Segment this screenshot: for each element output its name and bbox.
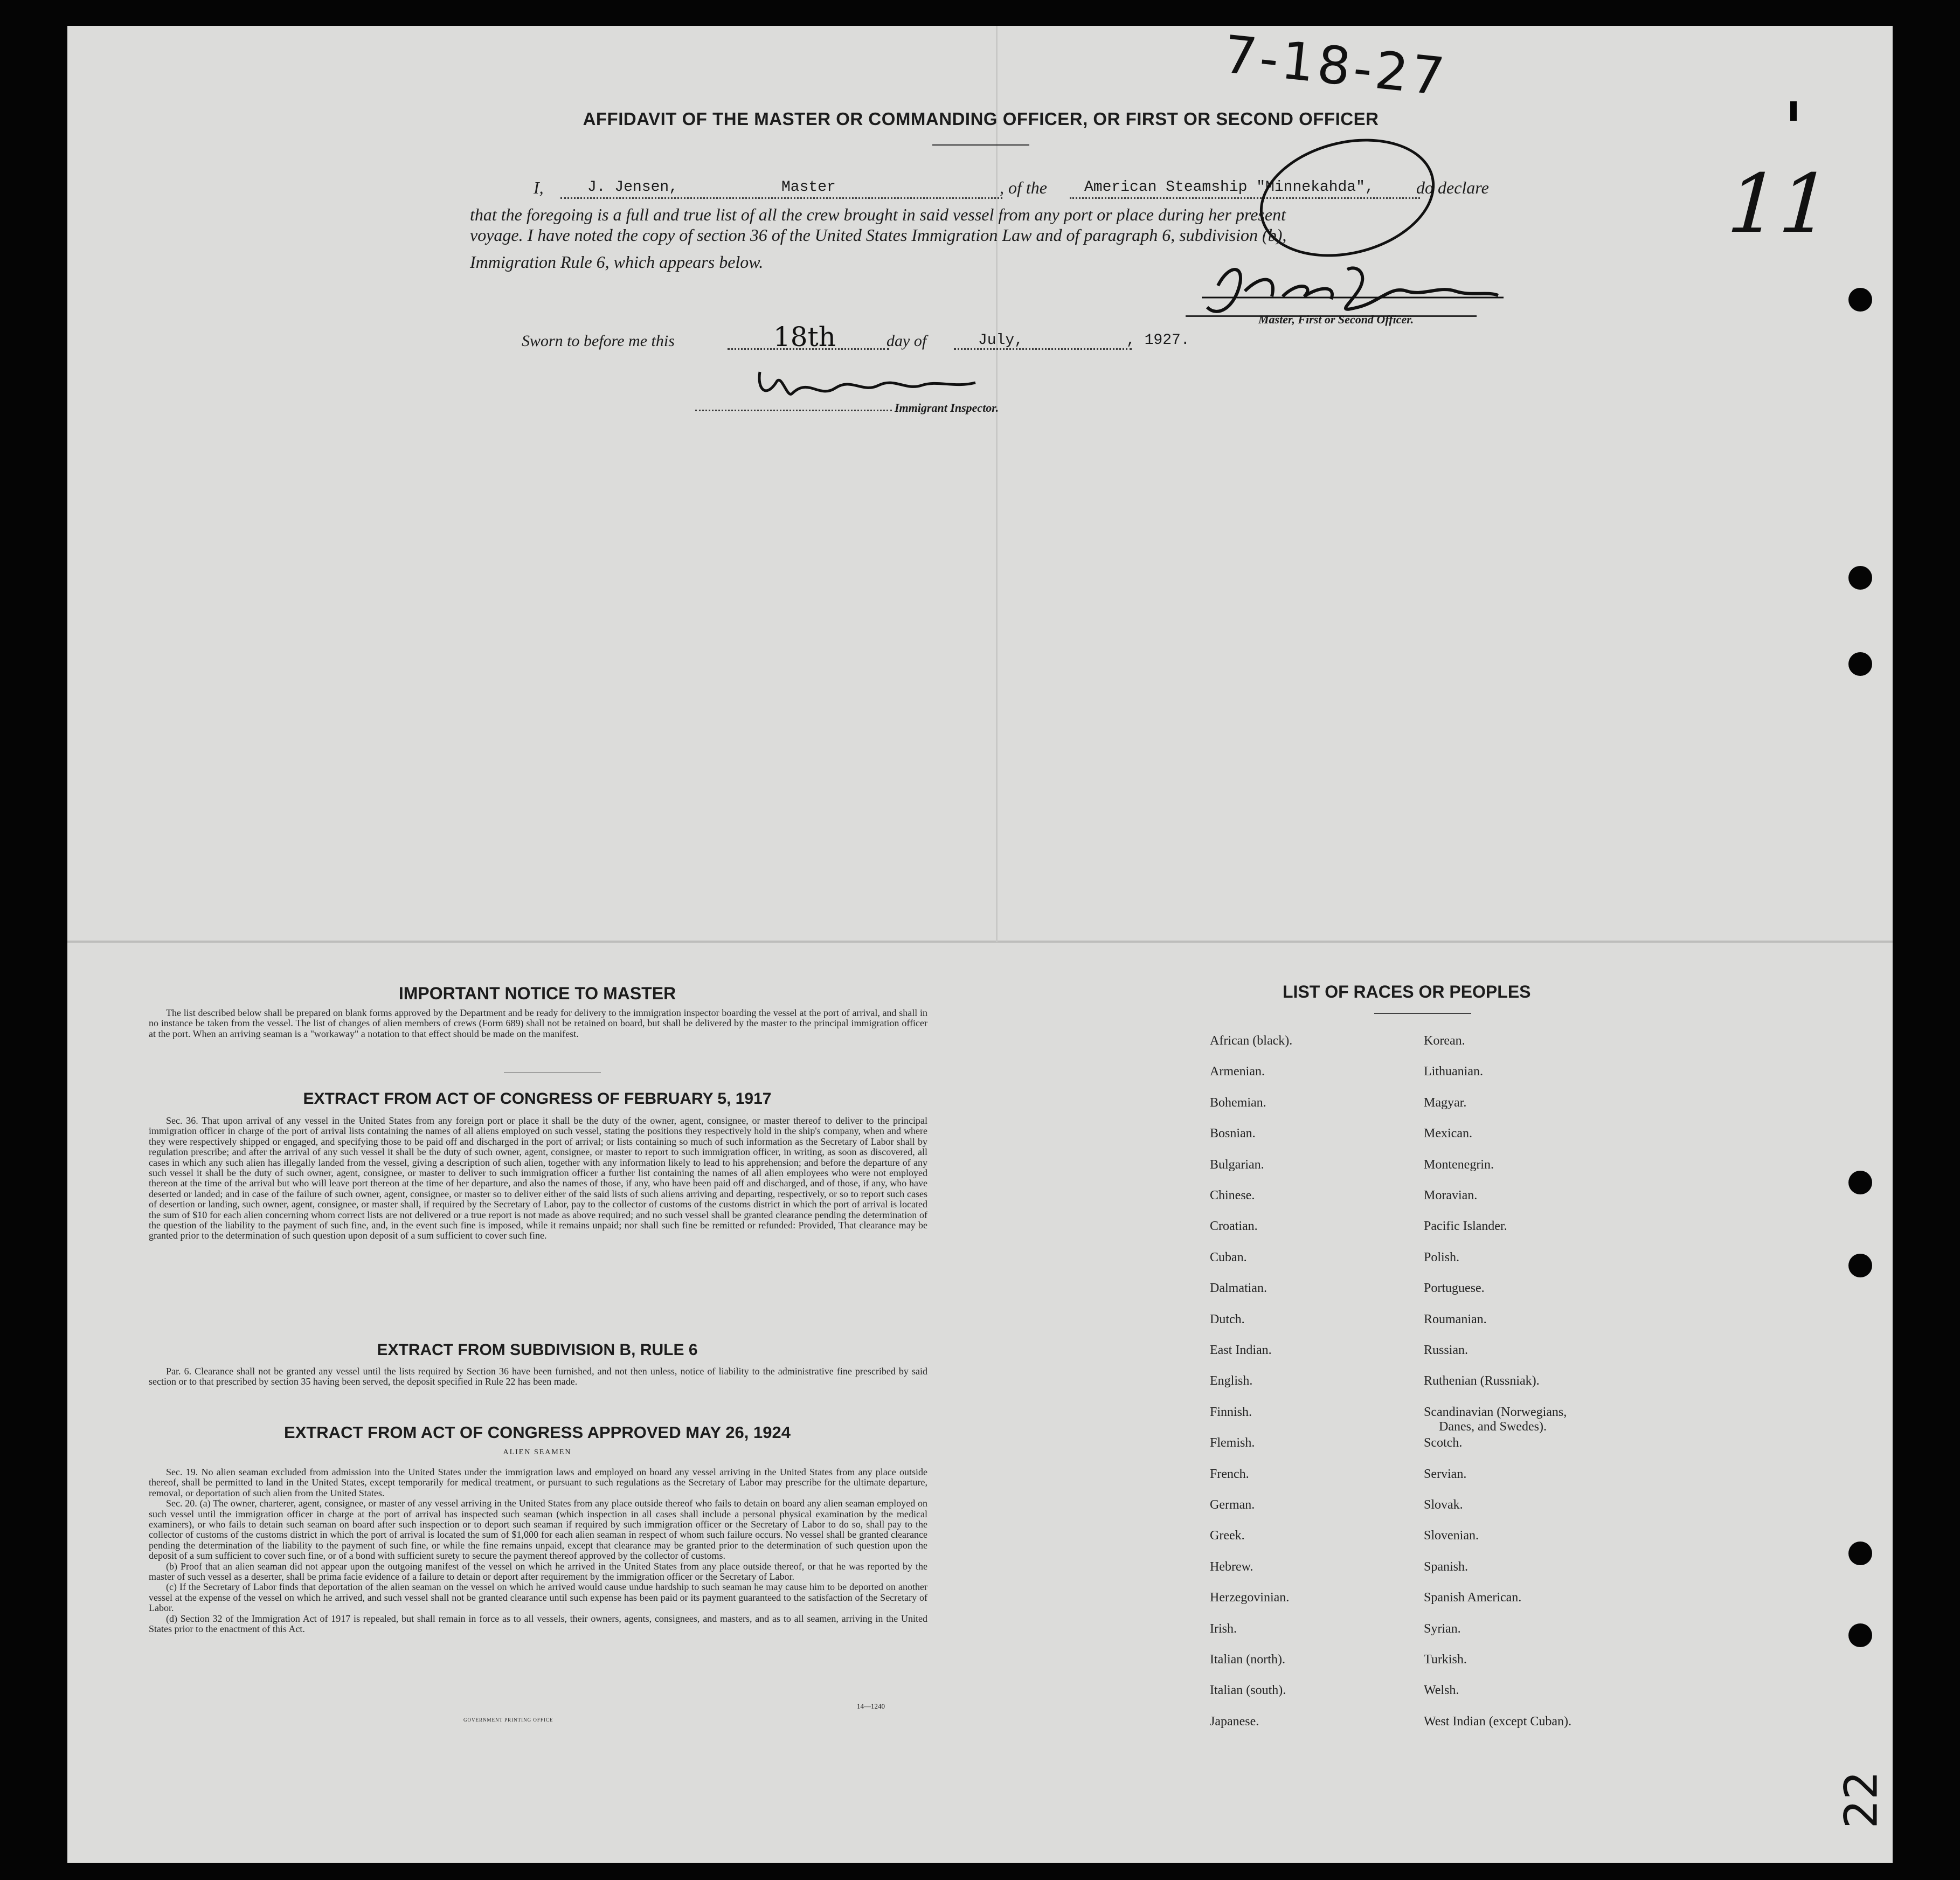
extract2-text — [149, 1366, 927, 1387]
inspector-dotted-line — [695, 410, 892, 411]
race-item: Irish. — [1210, 1621, 1237, 1636]
punch-hole — [1848, 1542, 1872, 1565]
extract2-title: EXTRACT FROM SUBDIVISION B, RULE 6 — [377, 1341, 698, 1359]
day-dotted-line — [728, 348, 889, 350]
affidavit-line2: that the foregoing is a full and true list of all the crew brought in said vessel from any port or place during her present — [470, 205, 1286, 224]
race-item: Italian (north). — [1210, 1653, 1285, 1667]
punch-hole — [1848, 1623, 1872, 1647]
affidavit-line3: voyage. I have noted the copy of section 36 of the United States Immigration Law and of paragraph 6, subdivision (b), — [470, 225, 1287, 245]
race-item: Magyar. — [1424, 1095, 1467, 1110]
extract2-paragraph: Par. 6. Clearance shall not be granted any vessel until the lists required by Section 36 have been furnished, and not then unless, notice of liability to the administrative fine prescribed by said section or to that prescribed by section 35 having been served, the deposit specified in Rule 22 has been made. — [149, 1366, 927, 1387]
affidavit-i: I, — [534, 178, 544, 197]
edge-mark — [1790, 101, 1797, 121]
race-item: Dalmatian. — [1210, 1281, 1267, 1296]
race-item: Flemish. — [1210, 1436, 1255, 1450]
race-item: East Indian. — [1210, 1343, 1272, 1357]
punch-hole — [1848, 566, 1872, 590]
race-item: Bulgarian. — [1210, 1157, 1264, 1172]
race-item: Spanish American. — [1424, 1591, 1522, 1605]
do-declare-text: do declare — [1416, 178, 1489, 197]
race-item: Roumanian. — [1424, 1312, 1487, 1326]
race-item: Scandinavian (Norwegians, — [1424, 1405, 1567, 1419]
sec20c-paragraph: (c) If the Secretary of Labor finds that deportation of the alien seaman on the vessel on which he arrived would cause undue hardship to such seaman he may cause him to be deported on another vessel at the expense of the vessel on which he arrived, and such vessel shall not be granted clearance until such expense has been paid or its payment guaranteed to the satisfaction of the Secretary of Labor. — [149, 1581, 927, 1614]
race-item: Korean. — [1424, 1034, 1465, 1048]
race-item: Servian. — [1424, 1467, 1467, 1481]
notice-paragraph: The list described below shall be prepared on blank forms approved by the Department and be ready for delivery to the immigration inspector boarding the vessel at the port of arrival, and shall in no instance be taken from the vessel. The list of changes of alien members of crews (Form 689) shall not be retained on board, but shall be delivered by the master to the principal immigration officer at the port. When an arriving seaman is a "workaway" a notation to that effect should be made on the manifest. — [149, 1007, 927, 1039]
extract1-paragraph: Sec. 36. That upon arrival of any vessel in the United States from any foreign port or place it shall be the duty of the owner, agent, consignee, or master thereof to deliver to the principal immigration officer in charge of the port of arrival lists containing the names of all aliens employed on such vessel, stating the positions they respectively hold in the ship's company, when and where they were respectively shipped or engaged, and specifying those to be paid off and discharged in the port of arrival; or lists containing so much of such information as the Secretary of Labor shall by regulation prescribe; and after the arrival of any such vessel it shall be the duty of such owner, agent, consignee, or master to report to such immigration officer, in writing, as soon as discovered, all cases in which any such alien has illegally landed from the vessel, giving a description of such alien, together with any information likely to lead to his apprehension; and before the departure of any such vessel it shall be the duty of such owner, agent, consignee, or master to deliver to such immigration officer a further list containing the names of all alien employees who were not employed thereon at the time of the arrival but who will leave port thereon at the time of her departure, and also the names of those, if any, who have been paid off and discharged, and of those, if any, who have deserted or landed; and in case of the failure of such owner, agent, consignee, or master so to deliver either of the said lists of such aliens arriving and departing, respectively, or so to report such cases of desertion or landing, such owner, agent, consignee, or master shall, if required by the Secretary of Labor, pay to the collector of customs of the customs district in which the port of arrival is located the sum of $10 for each alien concerning whom correct lists are not delivered or a true report is not made as above required; and no such vessel shall be granted clearance pending the determination of the question of the liability to the payment of such fine, and, in the event such fine is imposed, while it remains unpaid; nor shall such fine be remitted or refunded: Provided, That clearance may be granted prior to the determination of such question upon deposit of a sum sufficient to cover such fine. — [149, 1115, 927, 1241]
extract3-title: EXTRACT FROM ACT OF CONGRESS APPROVED MAY 26, 1924 — [284, 1423, 791, 1442]
rank-field: Master — [781, 179, 836, 196]
punch-hole — [1848, 1254, 1872, 1277]
race-item: Italian (south). — [1210, 1683, 1286, 1698]
race-item: Slovak. — [1424, 1498, 1463, 1512]
punch-hole — [1848, 1171, 1872, 1194]
master-name-field: J. Jensen, — [587, 179, 678, 196]
month-dotted-line — [954, 348, 1132, 350]
races-title-underline — [1374, 1013, 1471, 1014]
race-item: Hebrew. — [1210, 1559, 1253, 1574]
race-item: French. — [1210, 1467, 1249, 1481]
extract1-text — [149, 1116, 927, 1241]
race-item: Chinese. — [1210, 1188, 1255, 1202]
race-item: Greek. — [1210, 1529, 1245, 1543]
sec20d-paragraph: (d) Section 32 of the Immigration Act of 1917 is repealed, but shall remain in force as to all vessels, their owners, agents, consignees, and masters, and as to all seamen, arriving in the United States prior to the enactment of this Act. — [149, 1613, 927, 1635]
race-item: Turkish. — [1424, 1653, 1467, 1667]
race-item: Croatian. — [1210, 1219, 1258, 1234]
race-item: Bohemian. — [1210, 1095, 1266, 1110]
sworn-day-field: 18th — [773, 321, 836, 353]
handwritten-date: 7-18-27 — [1221, 24, 1451, 108]
of-the-text: , of the — [1000, 178, 1047, 197]
race-item: Herzegovinian. — [1210, 1591, 1290, 1605]
handwritten-page-mark-bottom: 22 — [1834, 1771, 1888, 1829]
race-item: Danes, and Swedes). — [1439, 1419, 1547, 1434]
race-item: West Indian (except Cuban). — [1424, 1714, 1571, 1729]
race-item: Cuban. — [1210, 1250, 1247, 1264]
notice-text — [149, 1008, 927, 1039]
affidavit-line4: Immigration Rule 6, which appears below. — [470, 252, 764, 272]
race-item: Dutch. — [1210, 1312, 1245, 1326]
punch-hole — [1848, 288, 1872, 312]
name-dotted-line — [560, 197, 1002, 199]
printer-credit: GOVERNMENT PRINTING OFFICE — [463, 1717, 553, 1723]
signature-caption-text: Master, First or Second Officer. — [1258, 313, 1414, 326]
race-item: Montenegrin. — [1424, 1157, 1494, 1172]
race-item: Ruthenian (Russniak). — [1424, 1374, 1540, 1388]
title-underline — [932, 144, 1029, 146]
inspector-caption: Immigrant Inspector. — [895, 401, 999, 414]
races-title: LIST OF RACES OR PEOPLES — [1283, 982, 1531, 1001]
race-item: English. — [1210, 1374, 1253, 1388]
extract3-text — [149, 1467, 927, 1635]
sec20a-paragraph: Sec. 20. (a) The owner, charterer, agent, consignee, or master of any vessel arriving in the United States from any place outside thereof who fails to detain on board any alien seaman employed on such vessel until the immigration officer in charge at the port of arrival has inspected such seaman (which inspection in all cases shall include a personal physical examination by the medical examiners), or who fails to detain such seaman on board after such inspection or to deport such seaman if required by such immigration officer or the Secretary of Labor to do so, shall pay to the collector of customs of the customs district in which the port of arrival is located the sum of $1,000 for each alien seaman in respect of whom such failure occurs. No vessel shall be granted clearance pending the determination of the liability to the payment of such fine, or while the fine remains unpaid, except that clearance may be granted prior to the determination of such question upon the deposit of a sum sufficient to cover such fine, or of a bond with sufficient surety to secure the payment thereof approved by the collector of customs. — [149, 1498, 927, 1561]
race-item: Portuguese. — [1424, 1281, 1485, 1296]
race-item: African (black). — [1210, 1034, 1293, 1048]
race-item: Lithuanian. — [1424, 1065, 1483, 1079]
race-item: Finnish. — [1210, 1405, 1252, 1419]
form-number: 14—1240 — [857, 1702, 885, 1710]
race-item: Spanish. — [1424, 1559, 1469, 1574]
sec20b-paragraph: (b) Proof that an alien seaman did not appear upon the outgoing manifest of the vessel on which he arrived in the United States from any place outside thereof, or that he was reported by the master of such vessel as a deserter, shall be prima facie evidence of a failure to detain or deport after requirement by the immigration officer or the Secretary of Labor. — [149, 1560, 927, 1582]
month-field: July, — [978, 332, 1024, 349]
sworn-text: Sworn to before me this — [522, 332, 675, 350]
alien-seamen-subtitle: ALIEN SEAMEN — [503, 1448, 572, 1456]
sec19-paragraph: Sec. 19. No alien seaman excluded from admission into the United States under the immigration laws and employed on board any vessel arriving in the United States from any place outside thereof, shall be permitted to land in the United States, except temporarily for medical treatment, or pursuant to such regulations as the Secretary of Labor may prescribe for the ultimate departure, removal, or deportation of such alien from the United States. — [149, 1467, 927, 1498]
race-item: Pacific Islander. — [1424, 1219, 1507, 1234]
race-item: Bosnian. — [1210, 1126, 1256, 1141]
race-item: Japanese. — [1210, 1714, 1259, 1729]
race-item: Mexican. — [1424, 1126, 1472, 1141]
signature-caption — [1258, 313, 1414, 327]
race-item: German. — [1210, 1498, 1255, 1512]
fold-crease-horizontal — [67, 941, 1893, 943]
race-item: Welsh. — [1424, 1683, 1459, 1698]
year-field: , 1927. — [1126, 332, 1190, 349]
race-item: Polish. — [1424, 1250, 1460, 1264]
day-of-text: day of — [886, 332, 927, 350]
notice-title: IMPORTANT NOTICE TO MASTER — [398, 984, 676, 1003]
race-item: Slovenian. — [1424, 1529, 1479, 1543]
affidavit-line1 — [534, 178, 544, 198]
fold-crease-vertical — [996, 26, 998, 942]
extract1-title: EXTRACT FROM ACT OF CONGRESS OF FEBRUARY 5, 1917 — [303, 1090, 772, 1108]
race-item: Moravian. — [1424, 1188, 1478, 1202]
race-item: Armenian. — [1210, 1065, 1265, 1079]
punch-hole — [1848, 652, 1872, 676]
handwritten-page-mark: 11 — [1715, 157, 1842, 251]
race-item: Scotch. — [1424, 1436, 1463, 1450]
affidavit-title: AFFIDAVIT OF THE MASTER OR COMMANDING OFFICER, OR FIRST OR SECOND OFFICER — [583, 109, 1379, 129]
race-item: Syrian. — [1424, 1621, 1461, 1636]
vessel-field: American Steamship "Minnekahda", — [1084, 179, 1374, 196]
race-item: Russian. — [1424, 1343, 1469, 1357]
